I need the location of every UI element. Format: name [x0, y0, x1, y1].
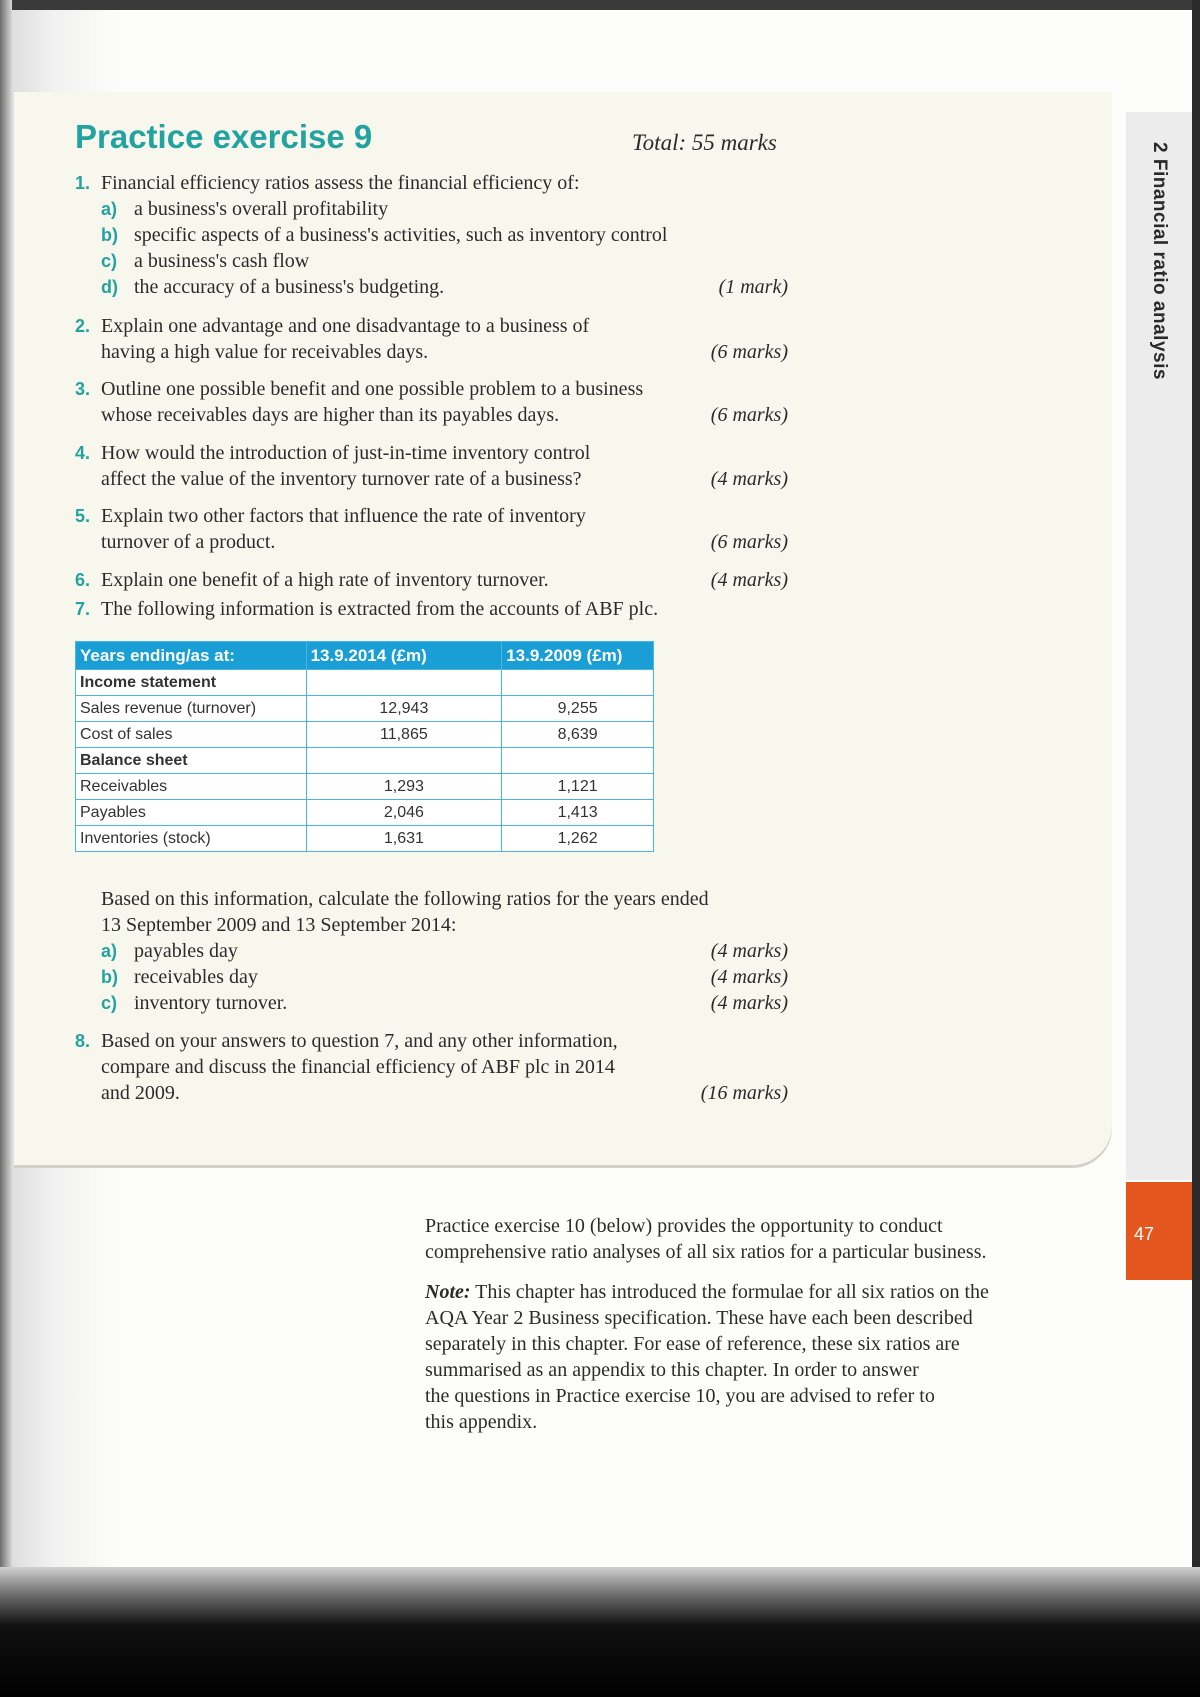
question-number: 3. — [75, 379, 91, 399]
question-number: 6. — [75, 570, 91, 590]
table-cell: 2,046 — [306, 800, 502, 826]
table-cell: 9,255 — [502, 696, 654, 722]
option-b-marks: (4 marks) — [710, 966, 788, 988]
option-a-marks: (4 marks) — [710, 940, 788, 962]
row-label: Cost of sales — [76, 722, 307, 748]
note-label: Note: — [425, 1281, 471, 1303]
option-text: the accuracy of a business's budgeting. — [134, 276, 445, 298]
table-row — [76, 774, 654, 800]
row-label: Payables — [76, 800, 307, 826]
question-text: The following information is extracted from the accounts of ABF plc. — [101, 598, 659, 620]
row-label: Receivables — [76, 774, 307, 800]
question-text: Financial efficiency ratios assess the financial efficiency of: — [101, 172, 580, 194]
option-letter: b) — [101, 967, 118, 987]
option-text: inventory turnover. — [134, 992, 288, 1014]
question-number: 8. — [75, 1031, 91, 1051]
question-5-marks: (6 marks) — [710, 531, 788, 553]
option-text: payables day — [134, 940, 238, 962]
column-header: 13.9.2009 (£m) — [502, 642, 654, 670]
question-number: 4. — [75, 443, 91, 463]
row-label: Inventories (stock) — [76, 826, 307, 852]
question-3-marks: (6 marks) — [710, 404, 788, 426]
option-letter: a) — [101, 199, 118, 219]
table-cell: 8,639 — [502, 722, 654, 748]
question-text: Explain two other factors that influence the rate of inventory turnover of a product. — [101, 505, 586, 553]
question-number: 5. — [75, 506, 91, 526]
question-4-marks: (4 marks) — [710, 468, 788, 490]
chapter-tab-label: 2 Financial ratio analysis — [1149, 142, 1170, 380]
table-cell — [502, 748, 654, 774]
question-text: Explain one advantage and one disadvantage to a business of having a high value for receivables days. — [101, 315, 590, 363]
table-cell: 1,293 — [306, 774, 502, 800]
table-row — [76, 800, 654, 826]
question-text: Based on this information, calculate the following ratios for the years ended 13 September 2009 and 13 September 2014: — [101, 888, 709, 936]
scan-shadow-bottom — [0, 1567, 1200, 1697]
intro-paragraph: Practice exercise 10 (below) provides the opportunity to conduct comprehensive ratio analyses of all six ratios for a particular business. — [425, 1215, 987, 1263]
table-row — [76, 826, 654, 852]
option-letter: c) — [101, 251, 118, 271]
table-cell — [502, 670, 654, 696]
option-letter: a) — [101, 941, 118, 961]
table-cell: 1,262 — [502, 826, 654, 852]
table-cell: 1,121 — [502, 774, 654, 800]
scan-edge-right — [1192, 0, 1200, 1697]
note-paragraph: Note: This chapter has introduced the formulae for all six ratios on the AQA Year 2 Business specification. These have each been described separately in this chapter. For ease of reference, these six ratios are summarised as an appendix to this chapter. In order to answer the questions in Practice exercise 10, you are advised to refer to this appendix. — [425, 1281, 989, 1433]
option-text: receivables day — [134, 966, 258, 988]
question-8-marks: (16 marks) — [700, 1082, 788, 1104]
scan-edge-left — [0, 0, 12, 1697]
option-letter: c) — [101, 993, 118, 1013]
table-cell: 11,865 — [306, 722, 502, 748]
total-marks: Total: 55 marks — [632, 130, 777, 155]
table-row — [76, 748, 654, 774]
question-number: 1. — [75, 173, 91, 193]
column-header: Years ending/as at: — [76, 642, 307, 670]
question-number: 2. — [75, 316, 91, 336]
section-heading: Balance sheet — [76, 748, 307, 774]
page-number: 47 — [1134, 1224, 1155, 1244]
option-text: a business's overall profitability — [134, 198, 389, 220]
section-heading: Income statement — [76, 670, 307, 696]
question-number: 7. — [75, 599, 91, 619]
row-label: Sales revenue (turnover) — [76, 696, 307, 722]
table-header-row — [76, 642, 654, 670]
question-1-marks: (1 mark) — [718, 276, 788, 298]
option-text: a business's cash flow — [134, 250, 310, 272]
accounts-table — [75, 641, 654, 852]
scan-edge-top — [0, 0, 1200, 10]
table-row — [76, 696, 654, 722]
option-letter: d) — [101, 277, 118, 297]
question-2-marks: (6 marks) — [710, 341, 788, 363]
option-c-marks: (4 marks) — [710, 992, 788, 1014]
table-cell — [306, 670, 502, 696]
table-cell: 1,631 — [306, 826, 502, 852]
question-6-marks: (4 marks) — [710, 569, 788, 591]
question-text: Explain one benefit of a high rate of inventory turnover. — [101, 569, 549, 591]
question-text: How would the introduction of just-in-time inventory control affect the value of the inventory turnover rate of a business? — [101, 442, 591, 490]
page-number-tab — [1126, 1182, 1192, 1280]
table-row — [76, 670, 654, 696]
exercise-title: Practice exercise 9 — [75, 118, 373, 155]
column-header: 13.9.2014 (£m) — [306, 642, 502, 670]
table-cell: 1,413 — [502, 800, 654, 826]
table-cell — [306, 748, 502, 774]
option-text: specific aspects of a business's activities, such as inventory control — [134, 224, 668, 246]
option-letter: b) — [101, 225, 118, 245]
table-cell: 12,943 — [306, 696, 502, 722]
chapter-tab — [1126, 142, 1192, 502]
question-text: Based on your answers to question 7, and any other information, compare and discuss the financial efficiency of ABF plc in 2014 and 2009. — [101, 1030, 618, 1104]
table-row — [76, 722, 654, 748]
question-text: Outline one possible benefit and one possible problem to a business whose receivables days are higher than its payables days. — [101, 378, 644, 426]
